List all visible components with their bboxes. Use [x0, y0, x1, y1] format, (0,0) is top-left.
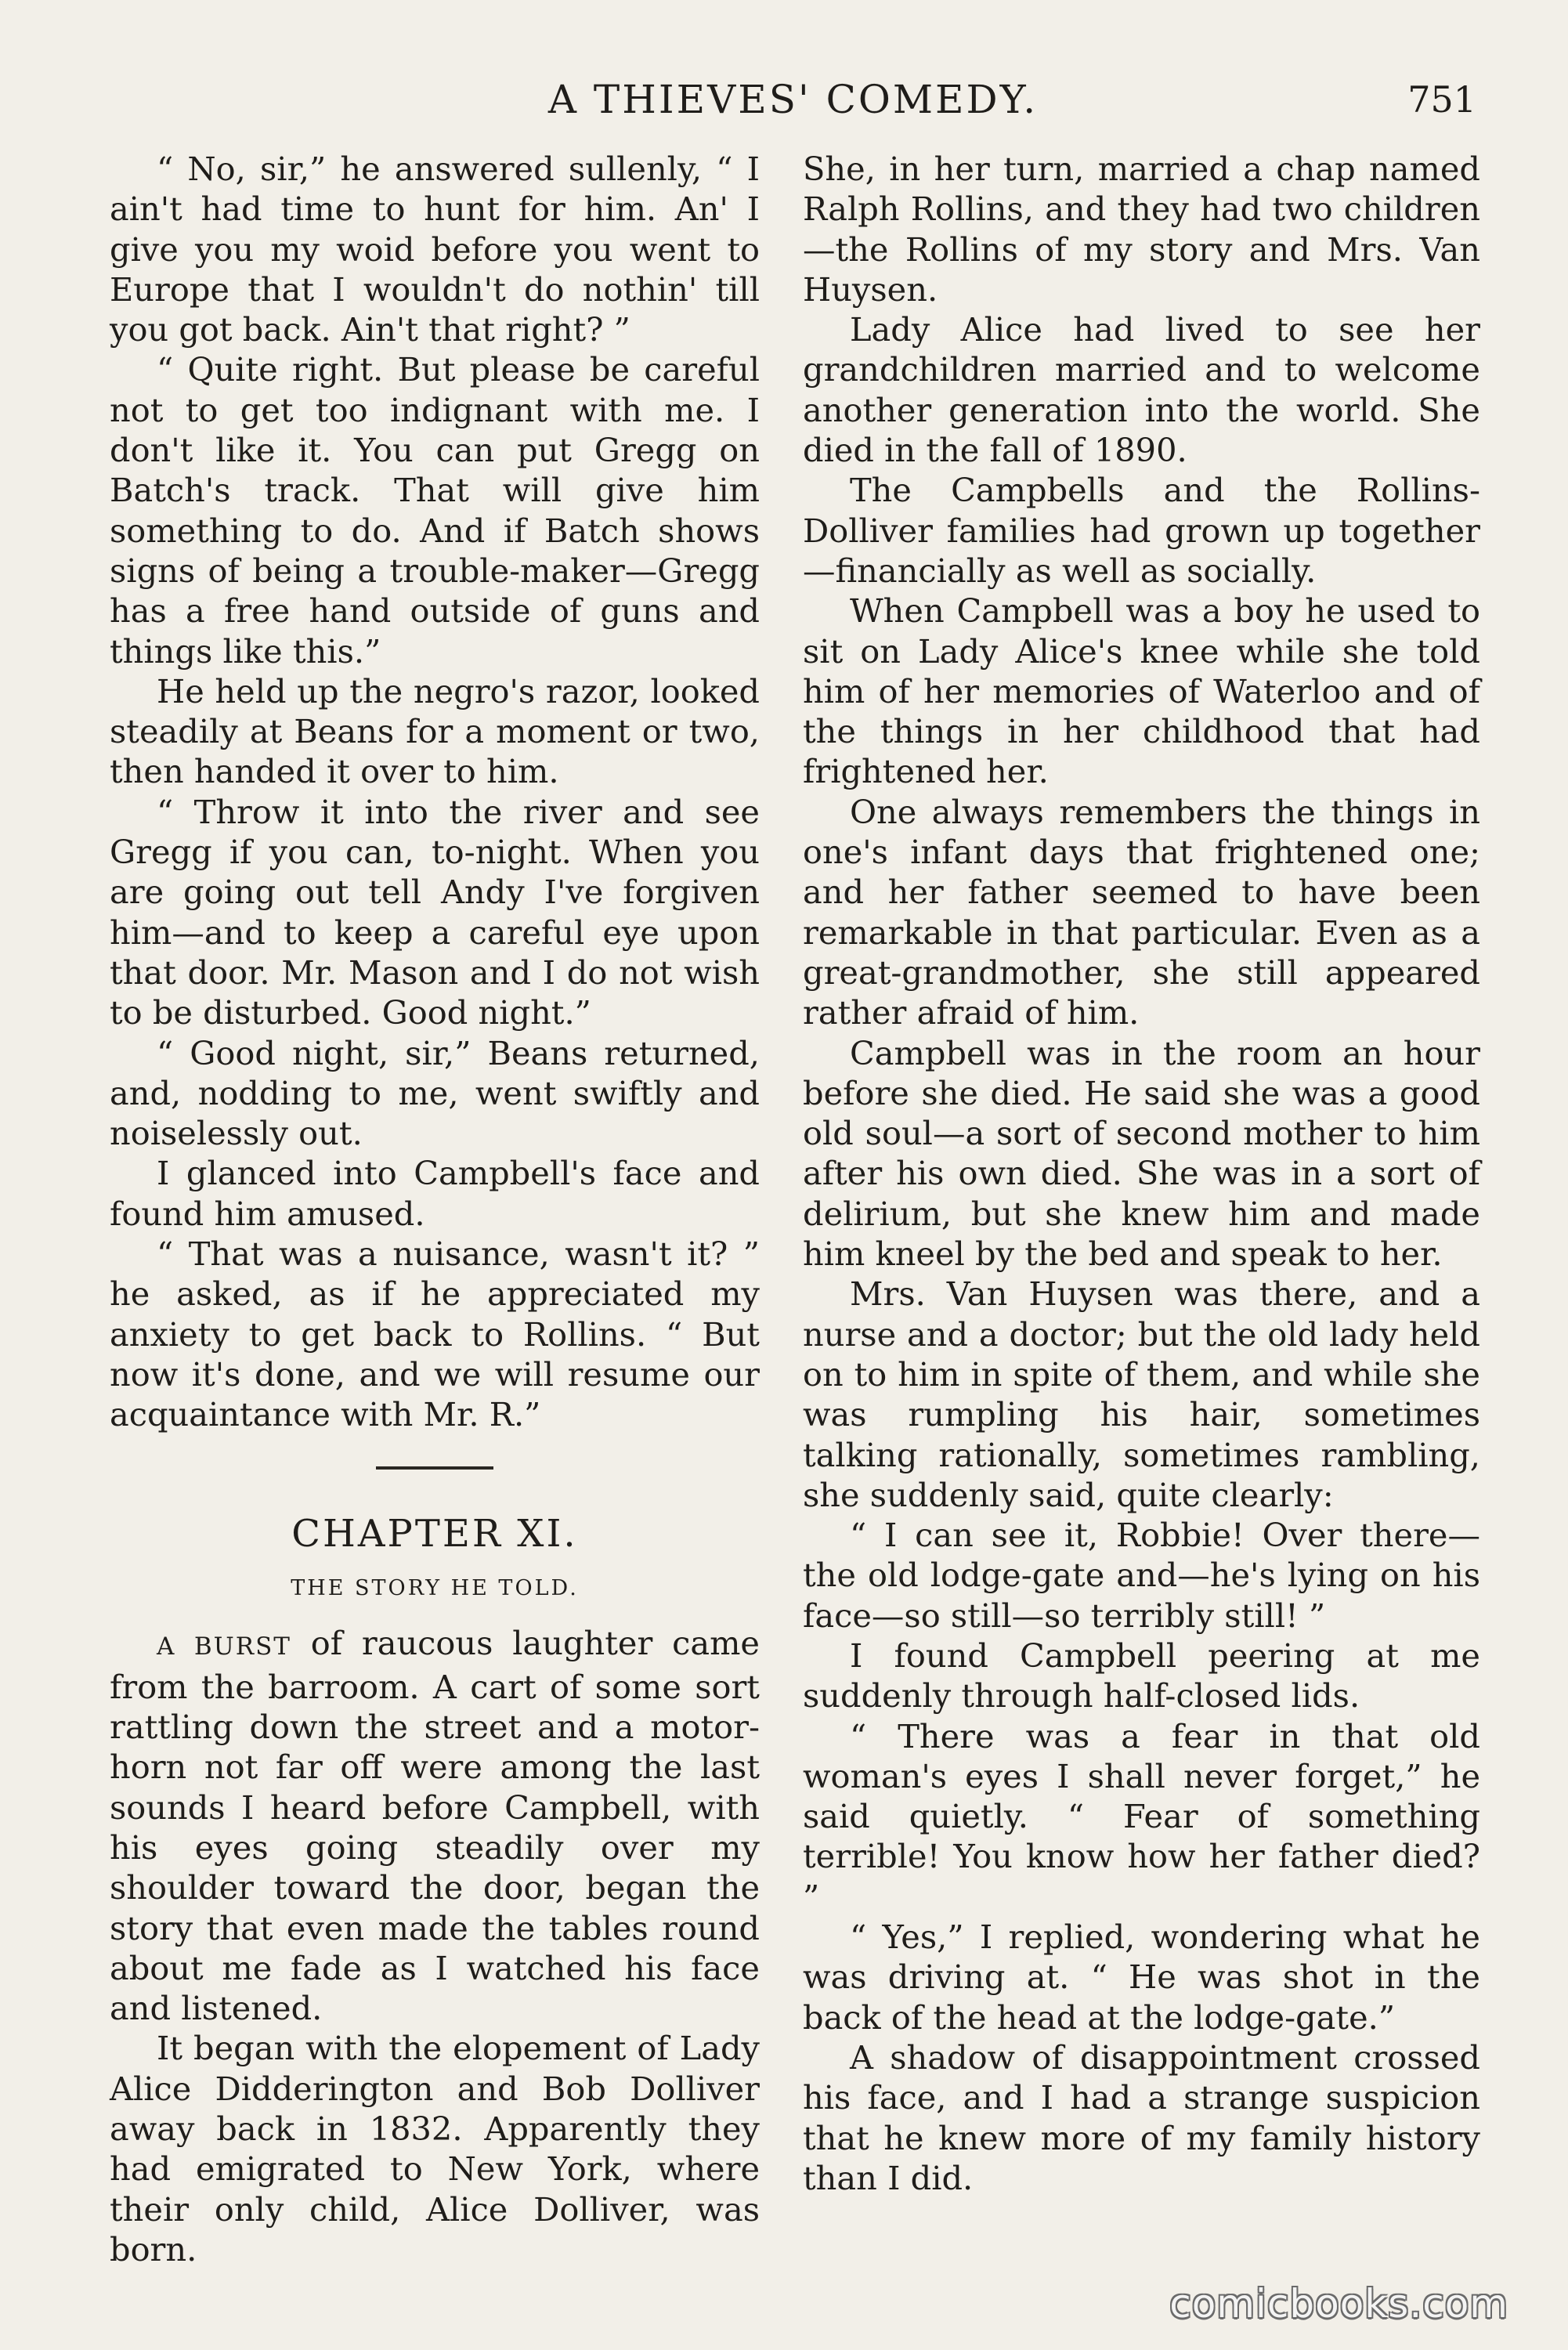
opening-text: of raucous laughter came from the barroom. A cart of some sort rattling down the street and a motor-horn not far off were among the last sounds I heard before Campbell, with his eyes going steadily over my shoulder toward the door, began the story that even made the tables round about me fade as I watched his face and listened. [110, 1623, 760, 2028]
opening-smallcaps: A BURST [157, 1632, 291, 1661]
paragraph: “ No, sir,” he answered sullenly, “ I ain't had time to hunt for him. An' I give you my woid before you went to Europe that I wouldn't do nothin' till you got back. Ain't that right? ” [110, 150, 760, 349]
paragraph: “ Quite right. But please be careful not to get too indignant with me. I don't like it. You can put Gregg on Batch's track. That will give him something to do. And if Batch shows signs of being a trouble-maker—Gregg has a free hand outside of guns and things like this.” [110, 350, 760, 671]
paragraph: The Campbells and the Rollins-Dolliver families had grown up together —financially as well as socially. [803, 471, 1480, 590]
paragraph: “ Throw it into the river and see Gregg if you can, to-night. When you are going out tell Andy I've forgiven him—and to keep a careful eye upon that door. Mr. Mason and I do not wish to be disturbed. Good night.” [110, 792, 760, 1032]
page-number: 751 [1407, 78, 1476, 121]
continued-paragraph: She, in her turn, married a chap named Ralph Rollins, and they had two children—the Rollins of my story and Mrs. Van Huysen. [803, 150, 1480, 309]
paragraph: One always remembers the things in one's infant days that frightened one; and her father seemed to have been remarkable in that particular. Even as a great-grandmother, she still appeared rather afraid of him. [803, 792, 1480, 1032]
paragraph: Campbell was in the room an hour before she died. He said she was a good old soul—a sort of second mother to him after his own died. She was in a sort of delirium, but she knew him and made him kneel by the bed and speak to her. [803, 1033, 1480, 1274]
right-column [803, 149, 1480, 2198]
paragraph: “ There was a fear in that old woman's eyes I shall never forget,” he said quietly. “ Fear of something terrible! You know how her father died? ” [803, 1716, 1480, 1916]
paragraph: A shadow of disappointment crossed his face, and I had a strange suspicion that he knew more of my family history than I did. [803, 2037, 1480, 2197]
paragraph: I found Campbell peering at me suddenly through half-closed lids. [803, 1636, 1480, 1716]
paragraph: When Campbell was a boy he used to sit on Lady Alice's knee while she told him of her memories of Waterloo and of the things in her childhood that had frightened her. [803, 591, 1480, 791]
running-title: A THIEVES' COMEDY. [547, 77, 1039, 122]
chapter-title: CHAPTER XI. [291, 1511, 578, 1556]
paragraph: Lady Alice had lived to see her grandchildren married and to welcome another generation into the world. She died in the fall of 1890. [803, 310, 1480, 470]
left-column [110, 149, 760, 2269]
watermark: comicbooks.com [1169, 2281, 1508, 2326]
paragraph: I glanced into Campbell's face and found him amused. [110, 1154, 760, 1233]
paragraph: He held up the negro's razor, looked steadily at Beans for a moment or two, then handed it over to him. [110, 671, 760, 791]
chapter-subtitle: THE STORY HE TOLD. [291, 1575, 579, 1600]
paragraph: “ Yes,” I replied, wondering what he was driving at. “ He was shot in the back of the head at the lodge-gate.” [803, 1918, 1480, 2037]
paragraph: “ Good night, sir,” Beans returned, and, nodding to me, went swiftly and noiselessly out. [110, 1033, 760, 1153]
paragraph: “ I can see it, Robbie! Over there—the old lodge-gate and—he's lying on his face—so still—so terribly still! ” [803, 1516, 1480, 1635]
chapter-divider-rule [376, 1466, 493, 1470]
paragraph: Mrs. Van Huysen was there, and a nurse and a doctor; but the old lady held on to him in spite of them, and while she was rumpling his hair, sometimes talking rationally, sometimes rambling, she suddenly said, quite clearly: [803, 1274, 1480, 1514]
paragraph: It began with the elopement of Lady Alice Didderington and Bob Dolliver away back in 1832. Apparently they had emigrated to New York, where their only child, Alice Dolliver, was born. [110, 2029, 760, 2269]
paragraph: “ That was a nuisance, wasn't it? ” he asked, as if he appreciated my anxiety to get back to Rollins. “ But now it's done, and we will resume our acquaintance with Mr. R.” [110, 1235, 760, 1434]
chapter-opening-paragraph [110, 1623, 760, 2029]
page-header [110, 72, 1476, 127]
